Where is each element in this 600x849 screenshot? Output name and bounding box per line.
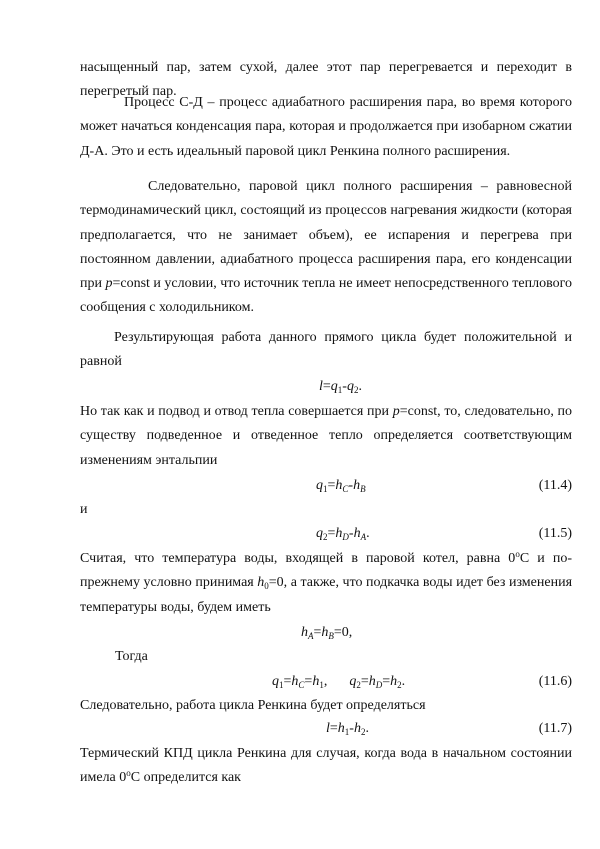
- paragraph-7: Следовательно, работа цикла Ренкина будет определяться: [80, 698, 426, 713]
- paragraph-3: Следовательно, паровой цикл полного расширения – равновесной термодинамический цикл, состоящий из процессов нагревания жидкости (которая предполагается, что не занимает объем), ее испарения и перегрева при постоянном давлении, адиабатного процесса расширения пара, его конденсации при p=const и условии, что источник тепла не имеет непосредственного теплового сообщения с холодильником.: [80, 179, 573, 316]
- paragraph-6: Считая, что температура воды, входящей в паровой котел, равна $0^оС$ и по-прежнему условно принимая $h_0=0$, а также, что подкачка воды идет без изменения температуры воды, будем иметь: [80, 549, 573, 615]
- paragraph-1: насыщенный пар, затем сухой, далее этот пар перегревается и переходит в перегретый пар.: [80, 60, 572, 100]
- paragraph-2: Процесс С-Д – процесс адиабатного расширения пара, во время которого может начаться конденсация пара, которая и продолжается при изобарном сжатии Д-А. Это и есть идеальный паровой цикл Ренкина полного расширения.: [80, 95, 572, 159]
- equation-ha-hb: $h_A=h_B=0$,: [301, 625, 353, 641]
- paragraph-8: Термический КПД цикла Ренкина для случая, когда вода в начальном состоянии имела $0^оС$ определится как: [80, 746, 572, 786]
- word-then: Тогда: [115, 649, 148, 664]
- equation-work: $l=q_1-q_2$.: [319, 379, 362, 395]
- equation-11-5: $q_2=h_D-h_A$. (11.5): [316, 526, 572, 542]
- paragraph-5: Но так как и подвод и отвод тепла совершается при p=const, то, следовательно, по существу подведенное и отведенное тепло определяется соответствующим изменениям энтальпии: [80, 404, 573, 468]
- equation-number: (11.5): [538, 526, 572, 541]
- equation-11-7: $l=h_1-h_2$. (11.7): [326, 721, 572, 737]
- paragraph-4: Результирующая работа данного прямого цикла будет положительной и равной: [80, 330, 572, 370]
- equation-number: (11.6): [538, 674, 572, 689]
- equation-11-4: $q_1=h_C-h_B$ (11.4): [316, 478, 572, 494]
- equation-11-6: $q_1=h_C=h_1$, $q_2=h_D=h_2$. (11.6): [272, 674, 572, 690]
- equation-number: (11.7): [538, 721, 572, 736]
- equation-number: (11.4): [538, 478, 572, 493]
- conjunction-and: и: [80, 502, 88, 517]
